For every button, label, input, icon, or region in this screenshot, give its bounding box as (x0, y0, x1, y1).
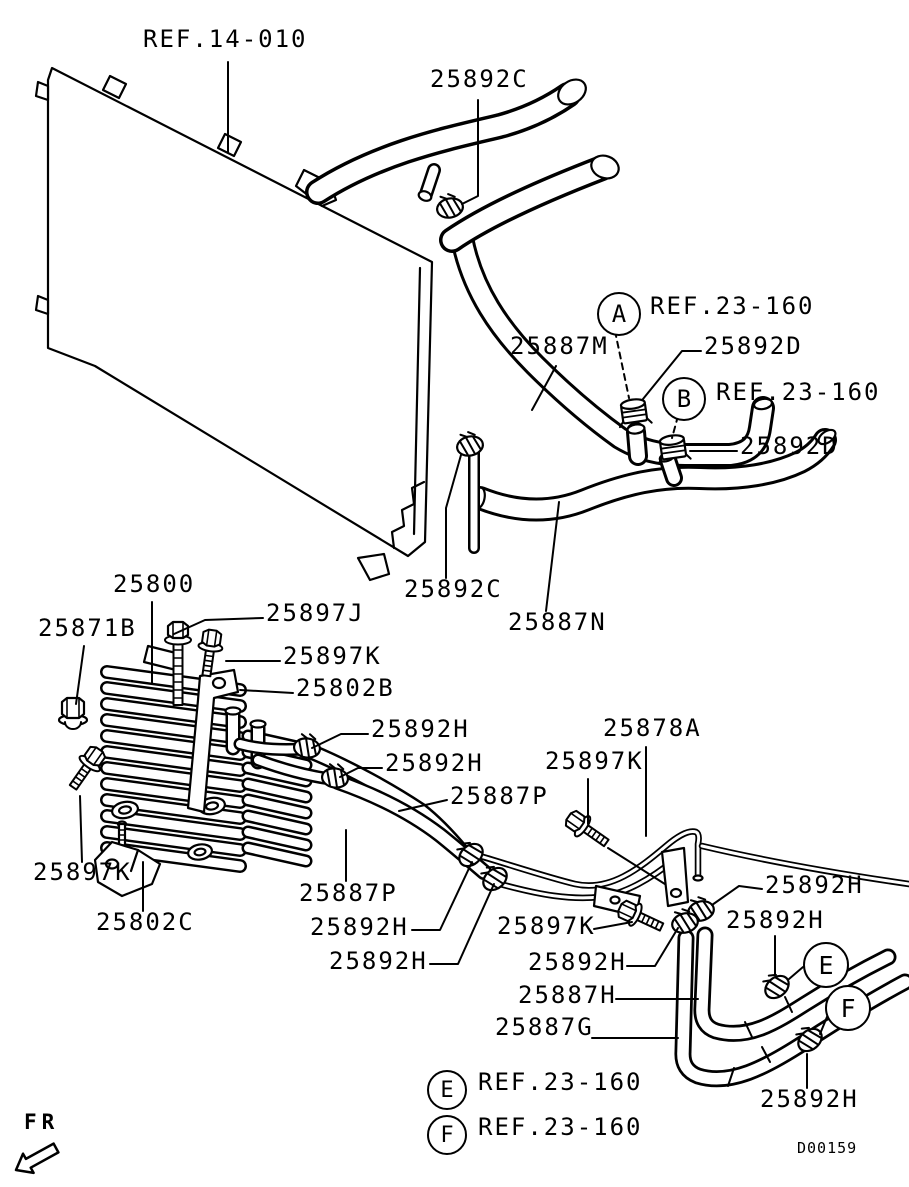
label-25892h-3: 25892H (310, 913, 409, 941)
bolt-25897k-1-icon (194, 629, 224, 678)
label-25887p-2: 25887P (299, 879, 398, 907)
label-25897k-1: 25897K (283, 642, 382, 670)
label-25887g: 25887G (495, 1013, 594, 1041)
fitting-25892d-1-icon (616, 397, 651, 427)
label-25892h-4: 25892H (329, 947, 428, 975)
label-fr: FR (24, 1110, 60, 1134)
label-25802b: 25802B (296, 674, 395, 702)
label-25892h-2: 25892H (385, 749, 484, 777)
upper-radiator-hose-shape (318, 74, 622, 240)
callout-e: E (803, 942, 849, 988)
label-25878a: 25878A (603, 714, 702, 742)
callout-b: B (662, 377, 706, 421)
label-25897k-3: 25897K (33, 858, 132, 886)
label-drawing-code: D00159 (797, 1139, 858, 1157)
label-25887n: 25887N (508, 608, 607, 636)
label-25892h-8: 25892H (760, 1085, 859, 1113)
label-25871b: 25871B (38, 614, 137, 642)
label-25802c: 25802C (96, 908, 195, 936)
label-25892d-1: 25892D (704, 332, 803, 360)
label-25892h-5: 25892H (528, 948, 627, 976)
clamp-25892c-upper-icon (434, 192, 464, 220)
callout-f-note: F (427, 1115, 467, 1155)
label-ref-14-010: REF.14-010 (143, 25, 308, 53)
label-25892h-1: 25892H (371, 715, 470, 743)
clamp-25892c-lower-icon (454, 430, 484, 458)
callout-e-note: E (427, 1070, 467, 1110)
label-ref-23-160-a: REF.23-160 (650, 292, 815, 320)
label-25892c-upper: 25892C (430, 65, 529, 93)
label-25892c-lower: 25892C (404, 575, 503, 603)
fr-arrow-icon (16, 1144, 58, 1173)
label-25887p-1: 25887P (450, 782, 549, 810)
label-25892h-6: 25892H (765, 871, 864, 899)
callout-f: F (825, 985, 871, 1031)
label-25887h: 25887H (518, 981, 617, 1009)
callout-a: A (597, 292, 641, 336)
nut-25871b-icon (59, 698, 87, 729)
label-ref-23-160-e: REF.23-160 (478, 1068, 643, 1096)
label-25897k-2: 25897K (545, 747, 644, 775)
label-25887m: 25887M (510, 332, 609, 360)
label-25800: 25800 (113, 570, 196, 598)
label-25897k-4: 25897K (497, 912, 596, 940)
label-25897j: 25897J (266, 599, 365, 627)
bolt-25897k-4-icon (615, 897, 667, 938)
label-25892h-7: 25892H (726, 906, 825, 934)
label-25892d-2: 25892D (740, 432, 839, 460)
label-ref-23-160-f: REF.23-160 (478, 1113, 643, 1141)
label-ref-23-160-b: REF.23-160 (716, 378, 881, 406)
